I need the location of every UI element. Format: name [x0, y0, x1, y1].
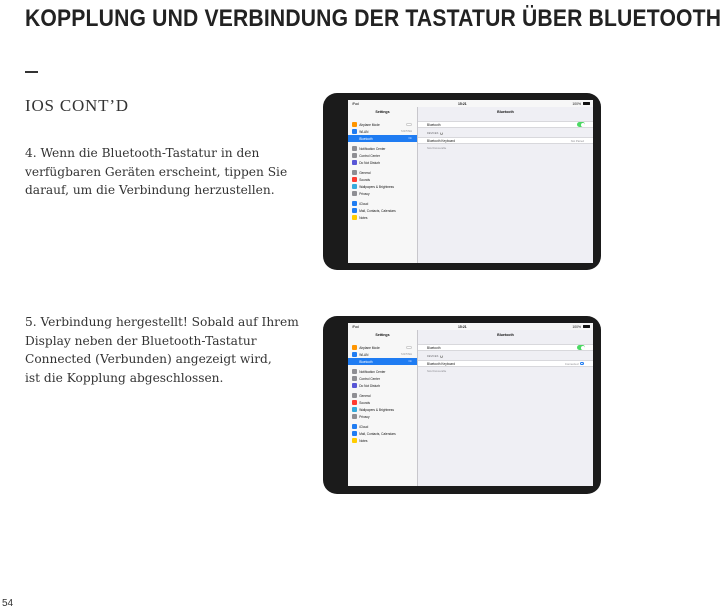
sidebar-item-label: Airplane Mode	[359, 122, 380, 127]
detail-title: Bluetooth	[497, 110, 514, 114]
sidebar-group-connectivity	[348, 344, 417, 365]
settings-icon	[352, 438, 357, 443]
bluetooth-toggle-row[interactable]	[418, 344, 593, 351]
sidebar-title: Settings	[375, 110, 390, 114]
airplane-mode-toggle[interactable]	[406, 123, 412, 127]
devices-label-text: DEVICES	[427, 355, 439, 358]
sidebar-item-label: Notes	[359, 215, 368, 220]
settings-icon	[352, 177, 357, 182]
settings-icon	[352, 352, 357, 357]
settings-icon	[352, 359, 357, 364]
device-name: Bluetooth Keyboard	[427, 361, 455, 366]
settings-icon	[352, 129, 357, 134]
sidebar-item-label: Privacy	[359, 191, 370, 196]
sidebar-item-label: Bluetooth	[359, 359, 373, 364]
sidebar-item-label: Control Center	[359, 376, 380, 381]
devices-section-label	[427, 132, 443, 135]
sidebar-item-privacy[interactable]	[348, 413, 417, 420]
settings-icon	[352, 414, 357, 419]
status-time: 15:21	[458, 324, 467, 329]
settings-icon	[352, 393, 357, 398]
sidebar-item-label: iCloud	[359, 201, 369, 206]
settings-icon	[352, 215, 357, 220]
status-bar	[348, 323, 593, 330]
settings-icon	[352, 146, 357, 151]
bluetooth-toggle[interactable]	[577, 122, 585, 127]
sidebar-item-label: General	[359, 393, 371, 398]
sidebar-item-do-not-disturb[interactable]	[348, 159, 417, 166]
sidebar-group-notifications	[348, 368, 417, 389]
sidebar-item-label: Mail, Contacts, Calendars	[359, 208, 396, 213]
settings-icon	[352, 170, 357, 175]
battery-icon	[583, 102, 590, 105]
sidebar-group-connectivity	[348, 121, 417, 142]
settings-icon	[352, 208, 357, 213]
sidebar-item-label: Notification Center	[359, 146, 386, 151]
device-status-text: Not Paired	[570, 138, 584, 143]
sidebar-item-notification-center[interactable]	[348, 368, 417, 375]
bluetooth-toggle-row[interactable]	[418, 121, 593, 128]
settings-icon	[352, 136, 357, 141]
loading-spinner-icon	[440, 355, 443, 358]
section-subhead: IOS CONT’D	[25, 96, 129, 115]
sidebar-item-label: Do Not Disturb	[359, 383, 381, 388]
sidebar-item-value: On	[408, 360, 412, 363]
bluetooth-row-label: Bluetooth	[427, 345, 441, 350]
settings-icon	[352, 424, 357, 429]
device-status-text: Connected	[564, 361, 579, 366]
sidebar-item-label: Sounds	[359, 177, 370, 182]
bluetooth-detail-pane	[418, 107, 593, 263]
sidebar-item-value: On	[408, 137, 412, 140]
device-status	[571, 139, 584, 143]
sidebar-item-sounds[interactable]	[348, 399, 417, 406]
settings-icon	[352, 201, 357, 206]
sidebar-item-label: Mail, Contacts, Calendars	[359, 431, 396, 436]
device-row-bluetooth-keyboard[interactable]	[418, 137, 593, 144]
sidebar-item-control-center[interactable]	[348, 152, 417, 159]
sidebar-item-label: Control Center	[359, 153, 380, 158]
discoverable-note: Now Discoverable	[427, 370, 447, 373]
sidebar-item-wlan[interactable]	[348, 351, 417, 358]
step-4-text: 4. Wenn die Bluetooth-Tastatur in den verfügbaren Geräten erscheint, tippen Sie darauf, um die Verbindung herzustellen.	[25, 146, 288, 198]
sidebar-item-airplane-mode[interactable]	[348, 344, 417, 351]
ipad-screenshot-connected	[323, 316, 601, 494]
status-battery-text: 100%	[572, 324, 581, 329]
sidebar-item-notification-center[interactable]	[348, 145, 417, 152]
airplane-mode-toggle[interactable]	[406, 346, 412, 350]
device-status	[565, 362, 584, 366]
page-title: KOPPLUNG UND VERBINDUNG DER TASTATUR ÜBER BLUETOOTH	[25, 5, 721, 32]
status-time: 15:21	[458, 101, 467, 106]
sidebar-item-label: General	[359, 170, 371, 175]
detail-title: Bluetooth	[497, 333, 514, 337]
sidebar-item-notes[interactable]	[348, 437, 417, 444]
sidebar-item-icloud[interactable]	[348, 423, 417, 430]
sidebar-item-label: Wallpapers & Brightness	[359, 184, 394, 189]
sidebar-item-label: iCloud	[359, 424, 369, 429]
settings-sidebar	[348, 330, 418, 486]
sidebar-item-label: Privacy	[359, 414, 370, 419]
devices-section-label	[427, 355, 443, 358]
sidebar-item-mail-contacts-calendars[interactable]	[348, 207, 417, 214]
settings-icon	[352, 160, 357, 165]
sidebar-item-bluetooth[interactable]	[348, 358, 417, 365]
sidebar-item-label: Airplane Mode	[359, 345, 380, 350]
sidebar-item-label: Bluetooth	[359, 136, 373, 141]
sidebar-item-control-center[interactable]	[348, 375, 417, 382]
status-carrier: iPad	[352, 101, 359, 106]
settings-icon	[352, 153, 357, 158]
devices-label-text: DEVICES	[427, 132, 439, 135]
settings-icon	[352, 383, 357, 388]
battery-icon	[583, 325, 590, 328]
status-battery-text: 100%	[572, 101, 581, 106]
device-row-bluetooth-keyboard[interactable]	[418, 360, 593, 367]
status-carrier: iPad	[352, 324, 359, 329]
settings-icon	[352, 400, 357, 405]
sidebar-item-general[interactable]	[348, 392, 417, 399]
bluetooth-detail-pane	[418, 330, 593, 486]
settings-icon	[352, 345, 357, 350]
settings-icon	[352, 122, 357, 127]
sidebar-group-general	[348, 392, 417, 420]
sidebar-item-do-not-disturb[interactable]	[348, 382, 417, 389]
device-name: Bluetooth Keyboard	[427, 138, 455, 143]
sidebar-item-label: Sounds	[359, 400, 370, 405]
sidebar-group-general	[348, 169, 417, 197]
step-5-text: 5. Verbindung hergestellt! Sobald auf Ihrem Display neben der Bluetooth-Tastatur Connected (Verbunden) angezeigt wird, ist die Kopplung abgeschlossen.	[25, 315, 299, 385]
sidebar-item-label: Notification Center	[359, 369, 386, 374]
status-bar	[348, 100, 593, 107]
settings-icon	[352, 431, 357, 436]
sidebar-item-wallpapers-brightness[interactable]	[348, 183, 417, 190]
sidebar-item-label: Wallpapers & Brightness	[359, 407, 394, 412]
settings-sidebar	[348, 107, 418, 263]
sidebar-group-accounts	[348, 200, 417, 221]
sidebar-item-notes[interactable]	[348, 214, 417, 221]
loading-spinner-icon	[440, 132, 443, 135]
sidebar-item-label: WLAN	[359, 352, 369, 357]
sidebar-title: Settings	[375, 333, 390, 337]
settings-icon	[352, 191, 357, 196]
bluetooth-toggle[interactable]	[577, 345, 585, 350]
sidebar-item-privacy[interactable]	[348, 190, 417, 197]
sidebar-item-general[interactable]	[348, 169, 417, 176]
sidebar-item-mail-contacts-calendars[interactable]	[348, 430, 417, 437]
sidebar-item-bluetooth[interactable]	[348, 135, 417, 142]
discoverable-note: Now Discoverable	[427, 147, 447, 150]
sidebar-item-label: Notes	[359, 438, 368, 443]
sidebar-item-wlan[interactable]	[348, 128, 417, 135]
bluetooth-row-label: Bluetooth	[427, 122, 441, 127]
info-icon[interactable]: i	[581, 361, 583, 365]
ipad-screen	[348, 100, 593, 263]
ipad-screen	[348, 323, 593, 486]
sidebar-item-airplane-mode[interactable]	[348, 121, 417, 128]
ipad-screenshot-not-paired	[323, 93, 601, 270]
settings-icon	[352, 407, 357, 412]
sidebar-item-label: Do Not Disturb	[359, 160, 381, 165]
sidebar-item-label: WLAN	[359, 129, 369, 134]
sidebar-group-notifications	[348, 145, 417, 166]
settings-icon	[352, 369, 357, 374]
sidebar-item-wallpapers-brightness[interactable]	[348, 406, 417, 413]
sidebar-item-icloud[interactable]	[348, 200, 417, 207]
sidebar-item-sounds[interactable]	[348, 176, 417, 183]
settings-icon	[352, 376, 357, 381]
settings-icon	[352, 184, 357, 189]
sidebar-group-accounts	[348, 423, 417, 444]
title-divider	[25, 71, 38, 73]
sidebar-item-value: 7227NSH	[400, 130, 412, 133]
sidebar-item-value: 7227NSH	[400, 353, 412, 356]
page-number: 54	[2, 598, 14, 609]
